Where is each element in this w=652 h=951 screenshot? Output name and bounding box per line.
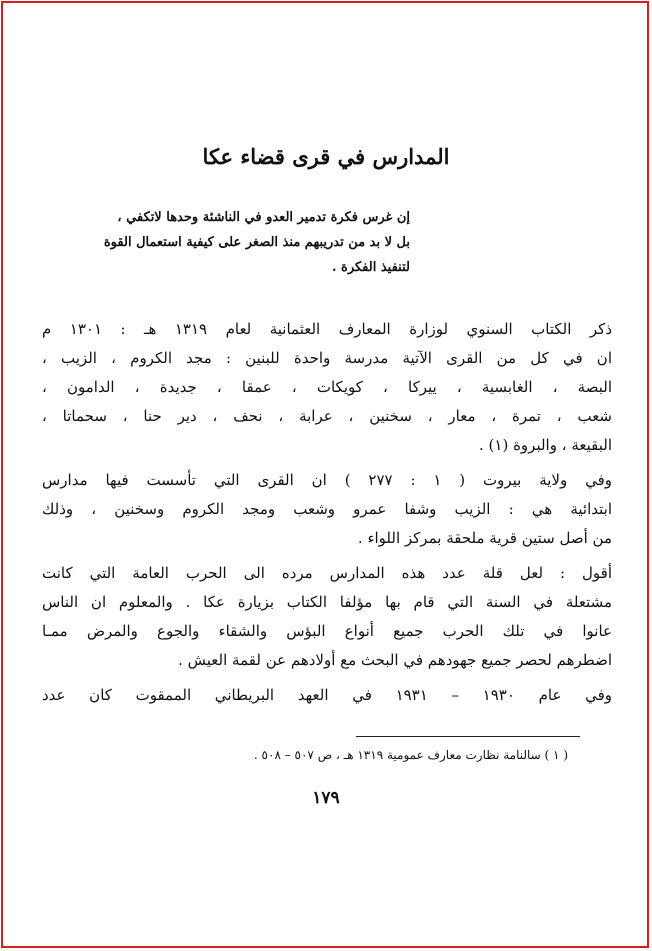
page-number: ١٧٩ — [312, 788, 340, 808]
text-line: ان في كل من القرى الآتية مدرسة واحدة للبنين : مجد الكروم ، الزيب ، — [42, 349, 612, 367]
paragraph-3 — [42, 559, 612, 675]
text-line: ذكر الكتاب السنوي لوزارة المعارف العثمانية لعام ١٣١٩ هـ : ١٣٠١ م — [42, 320, 612, 338]
paragraph-4 — [42, 681, 612, 710]
body-text — [42, 315, 612, 716]
text-line: البقيعة ، والبروة (١) . — [479, 436, 612, 454]
text-line: اضطرهم لحصر جميع جهودهم في البحث مع أولادهم عن لقمة العيش . — [178, 651, 612, 669]
text-line: وفي عام ١٩٣٠ – ١٩٣١ في العهد البريطاني الممقوت كان عدد — [42, 686, 612, 704]
text-line: عانوا في تلك الحرب جميع أنواع البؤس والشقاء والجوع والمرض ممـا — [42, 622, 612, 640]
text-line: أقول : لعل قلة عدد هذه المدارس مرده الى الحرب العامة التي كانت — [42, 564, 612, 582]
text-line: مشتعلة في السنة التي قام بها مؤلفا الكتاب بزيارة عكا . والمعلوم ان الناس — [42, 593, 612, 611]
epigraph-line: بل لا بد من تدريبهم منذ الصغر على كيفية استعمال القوة — [103, 235, 410, 250]
footnote-divider — [356, 736, 580, 737]
footnote: ( ١ ) سالنامة نظارت معارف عمومية ١٣١٩ هـ ، ص ٥٠٧ – ٥٠٨ . — [253, 748, 568, 762]
text-line: البصة ، الغابسية ، ييركا ، كويكات ، عمقا ، جديدة ، الدامون ، — [42, 378, 612, 396]
epigraph-line: لتنفيذ الفكرة . — [331, 260, 410, 275]
epigraph-line: إن غرس فكرة تدمير العدو في الناشئة وحدها لاتكفي ، — [117, 210, 410, 225]
text-line: شعب ، تمرة ، معار ، سخنين ، عرابة ، نحف ، دير حنا ، سحماتا ، — [42, 407, 612, 425]
text-line: من أصل ستين قرية ملحقة بمركز اللواء . — [357, 529, 612, 547]
page-title: المدارس في قرى قضاء عكا — [202, 144, 450, 169]
paragraph-2 — [42, 466, 612, 553]
paragraph-1 — [42, 315, 612, 460]
text-line: ابتدائية هي : الزيب وشفا عمرو وشعب ومجد الكروم وسخنين ، وذلك — [42, 500, 612, 518]
epigraph — [103, 205, 410, 280]
text-line: وفي ولاية بيروت ( ١ : ٢٧٧ ) ان القرى التي تأسست فيها مدارس — [42, 471, 612, 489]
